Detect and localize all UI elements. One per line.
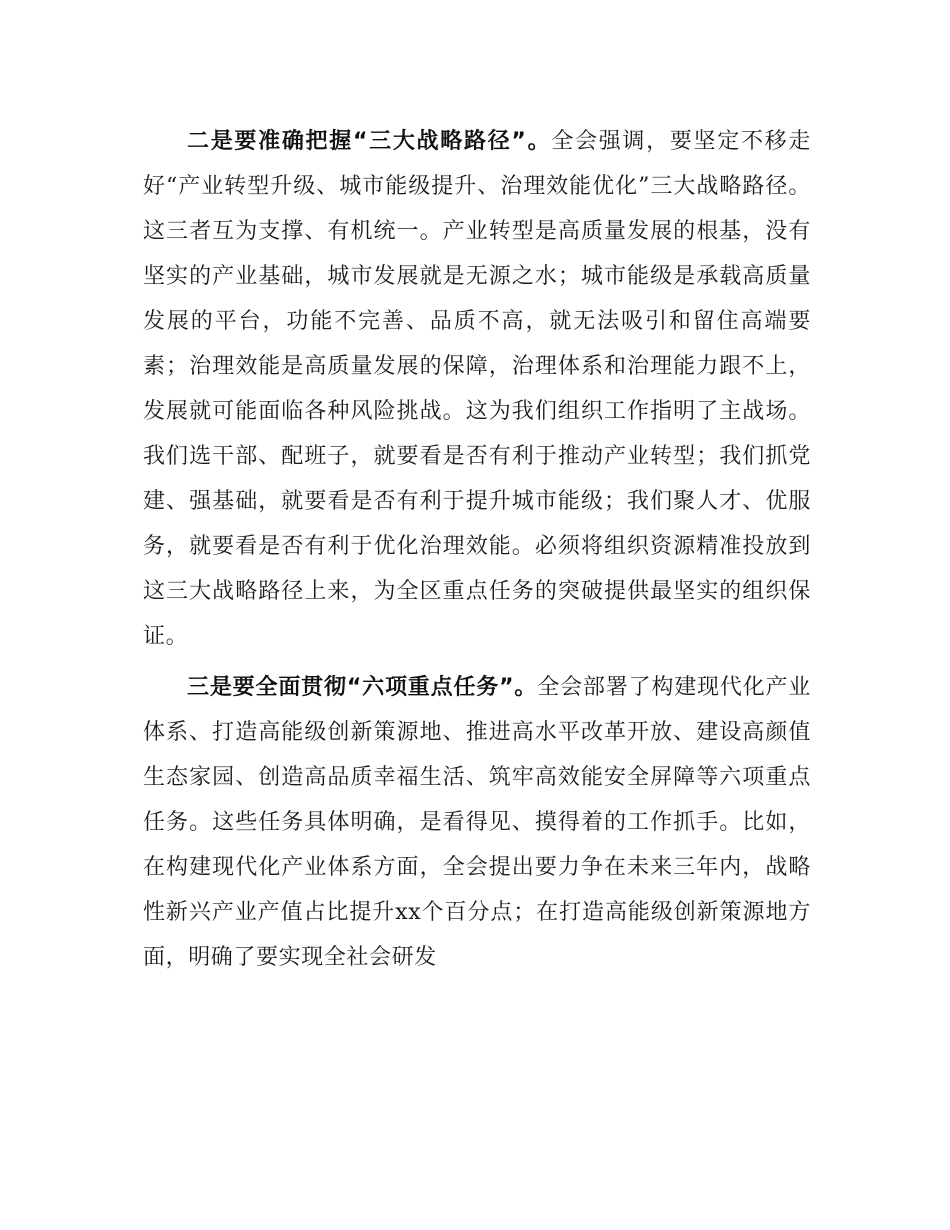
paragraph-strategic-paths <box>143 119 811 659</box>
paragraph-key-tasks <box>143 665 811 980</box>
paragraph-heading: 二是要准确把握“三大战略路径”。 <box>187 129 552 154</box>
paragraph-heading: 三是要全面贯彻“六项重点任务”。 <box>187 675 538 700</box>
paragraph-text: 全会强调，要坚定不移走好“产业转型升级、城市能级提升、治理效能优化”三大战略路径。这三者互为支撑、有机统一。产业转型是高质量发展的根基，没有坚实的产业基础，城市发展就是无源之水；城市能级是承载高质量发展的平台，功能不完善、品质不高，就无法吸引和留住高端要素；治理效能是高质量发展的保障，治理体系和治理能力跟不上，发展就可能面临各种风险挑战。这为我们组织工作指明了主战场。我们选干部、配班子，就要看是否有利于推动产业转型；我们抓党建、强基础，就要看是否有利于提升城市能级；我们聚人才、优服务，就要看是否有利于优化治理效能。必须将组织资源精准投放到这三大战略路径上来，为全区重点任务的突破提供最坚实的组织保证。 <box>143 129 811 649</box>
paragraph-text: 全会部署了构建现代化产业体系、打造高能级创新策源地、推进高水平改革开放、建设高颜值生态家园、创造高品质幸福生活、筑牢高效能安全屏障等六项重点任务。这些任务具体明确，是看得见、摸得着的工作抓手。比如，在构建现代化产业体系方面，全会提出要力争在未来三年内，战略性新兴产业产值占比提升xx个百分点；在打造高能级创新策源地方面，明确了要实现全社会研发 <box>143 675 811 970</box>
document-body <box>143 119 811 980</box>
